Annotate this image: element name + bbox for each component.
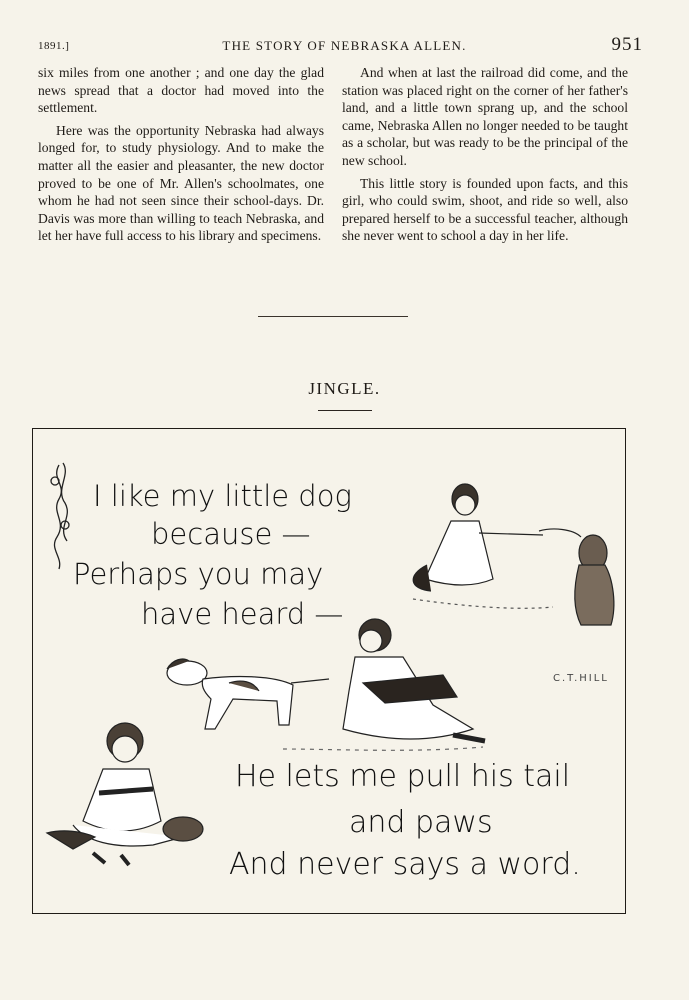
verse-line: And never says a word. xyxy=(229,847,581,882)
verse-line: I like my little dog xyxy=(93,479,352,513)
paragraph: six miles from one another ; and one day the glad news spread that a doctor had moved into the settlement. xyxy=(38,65,324,116)
title-underline xyxy=(318,410,372,411)
left-column xyxy=(38,64,324,245)
verse-line: and paws xyxy=(349,805,493,840)
paragraph: Here was the opportunity Nebraska had always longed for, to study physiology. And to make the matter all the easier and pleasanter, the new doctor proved to be one of Mr. Allen's schoolmates, one whom he had not seen since their school-days. Dr. Davis was more than willing to teach Nebraska, and let her have full access to his library and specimens. xyxy=(38,122,324,244)
artist-signature: C.T.HILL xyxy=(553,673,609,684)
running-head xyxy=(0,34,689,58)
jingle-illustration xyxy=(32,428,626,914)
boy-pulling-dog-tail-icon xyxy=(167,619,485,750)
paragraph: And when at last the railroad did come, and the station was placed right on the corner of her father's land, and a little town sprang up, and the school came, Nebraska Allen no longer needed to be taught as a scholar, but was ready to be the principal of the new school. xyxy=(342,65,628,168)
verse-line: Perhaps you may xyxy=(73,557,324,591)
paragraph: This little story is founded upon facts, and this girl, who could swim, shoot, and ride so well, also prepared herself to be a successful teacher, although she never went to school a day in her life. xyxy=(342,175,628,244)
girl-holding-dog-paw-icon xyxy=(413,484,614,625)
page-number: 951 xyxy=(611,34,643,55)
ornamental-initial-flourish-icon xyxy=(51,463,69,569)
section-divider xyxy=(258,316,408,317)
jingle-title: JINGLE. xyxy=(308,379,381,398)
verse-line: He lets me pull his tail xyxy=(235,759,571,794)
right-column xyxy=(342,64,628,245)
verse-line: because — xyxy=(151,517,311,551)
verse-line: have heard — xyxy=(141,597,344,631)
running-title: THE STORY OF NEBRASKA ALLEN. xyxy=(222,38,467,53)
issue-date: 1891.] xyxy=(38,40,70,52)
smiling-girl-seated-icon xyxy=(47,723,203,865)
